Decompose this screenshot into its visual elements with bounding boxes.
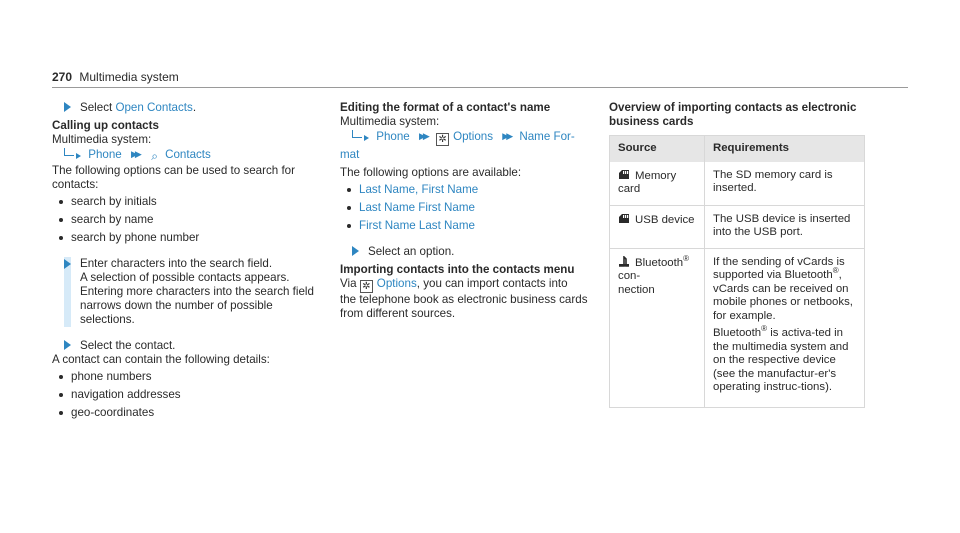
- list-item[interactable]: Last Name, First Name: [340, 183, 596, 197]
- table-row: Memory card The SD memory card is inserted.: [610, 162, 865, 206]
- contact-details-list: [52, 370, 320, 420]
- path-name-format-cont[interactable]: mat: [340, 148, 360, 161]
- sources-table: [609, 135, 865, 408]
- list-item: search by initials: [52, 195, 320, 209]
- header-divider: [52, 87, 908, 88]
- gear-icon: ✲: [436, 133, 449, 146]
- search-desc: The following options can be used to search for contacts:: [52, 164, 295, 191]
- step-arrow-icon: [64, 102, 71, 112]
- page-header-title: Multimedia system: [79, 70, 179, 84]
- usb-icon: [618, 213, 630, 224]
- step-select-open-contacts: Select Open Contacts.: [52, 101, 320, 115]
- page-header: [52, 70, 179, 84]
- step-arrow-icon: [64, 259, 71, 269]
- path-phone[interactable]: Phone: [376, 130, 410, 143]
- column-2: Editing the format of a contact's name Multimedia system: Phone ▶▶ ✲ Options ▶▶ Name For- mat The following options are available: Last Name, First Name Last Name First Name First Name Last Name Select an option. Importing contacts into the contacts menu Via ✲ Options, you can import contacts into the telephone book as electronic business cards from different sources.: [340, 101, 596, 321]
- list-item[interactable]: First Name Last Name: [340, 219, 596, 233]
- memory-card-icon: [618, 169, 630, 180]
- list-item: search by name: [52, 213, 320, 227]
- open-contacts-link[interactable]: Open Contacts: [115, 101, 193, 114]
- list-item[interactable]: Last Name First Name: [340, 201, 596, 215]
- page-number: 270: [52, 70, 73, 84]
- bluetooth-icon: [618, 256, 630, 267]
- list-item: navigation addresses: [52, 388, 320, 402]
- import-text: Via ✲ Options, you can import contacts into: [340, 277, 568, 292]
- step-enter-characters: Enter characters into the search field. A selection of possible contacts appears. Entering more characters into the search field narrows down the number of possible selections.: [52, 257, 320, 327]
- menu-path: [52, 147, 320, 164]
- path-options[interactable]: Options: [453, 130, 494, 143]
- table-row: USB device The USB device is inserted into the USB port.: [610, 205, 865, 248]
- heading-importing-contacts: Importing contacts into the contacts menu: [340, 263, 575, 276]
- double-chevron-icon: ▶▶: [502, 131, 511, 141]
- table-row: Bluetooth® con- nection If the sending of vCards is supported via Bluetooth®, vCards can be received on mobile phones or netbooks, for example. Bluetooth® is activa-ted in the multimedia system and on the respective device (see the manufactur-er's operating instruc-tions).: [610, 248, 865, 407]
- double-chevron-icon: ▶▶: [131, 149, 139, 159]
- heading-editing-format: Editing the format of a contact's name: [340, 101, 551, 114]
- name-format-options: [340, 183, 596, 233]
- search-options-list: [52, 195, 320, 245]
- path-hook-icon: [64, 148, 74, 156]
- path-name-format[interactable]: Name For-: [519, 130, 575, 143]
- contact-details-intro: A contact can contain the following details:: [52, 353, 270, 366]
- list-item: phone numbers: [52, 370, 320, 384]
- options-link[interactable]: Options: [376, 277, 417, 290]
- path-phone[interactable]: Phone: [88, 148, 122, 161]
- list-item: geo-coordinates: [52, 406, 320, 420]
- heading-calling-up-contacts: Calling up contacts: [52, 119, 159, 132]
- search-icon: ⌕: [151, 149, 158, 163]
- gear-icon: ✲: [360, 280, 373, 293]
- heading-overview: Overview of importing contacts as electronic: [609, 101, 857, 114]
- step-select-contact: Select the contact.: [52, 339, 320, 353]
- menu-path: [340, 129, 596, 146]
- column-1: [52, 101, 320, 424]
- path-hook-icon: [352, 130, 362, 138]
- table-header-source: Source: [610, 136, 705, 162]
- step-select-option: Select an option.: [340, 245, 596, 259]
- column-3: [609, 101, 865, 408]
- table-header-requirements: Requirements: [705, 136, 865, 162]
- path-intro: Multimedia system:: [340, 115, 440, 128]
- step-arrow-icon: [352, 246, 359, 256]
- list-item: search by phone number: [52, 231, 320, 245]
- options-desc: The following options are available:: [340, 166, 522, 179]
- step-arrow-icon: [64, 340, 71, 350]
- path-contacts[interactable]: Contacts: [165, 148, 211, 161]
- path-intro: Multimedia system:: [52, 133, 152, 146]
- heading-overview-cont: business cards: [609, 115, 694, 128]
- double-chevron-icon: ▶▶: [419, 131, 427, 141]
